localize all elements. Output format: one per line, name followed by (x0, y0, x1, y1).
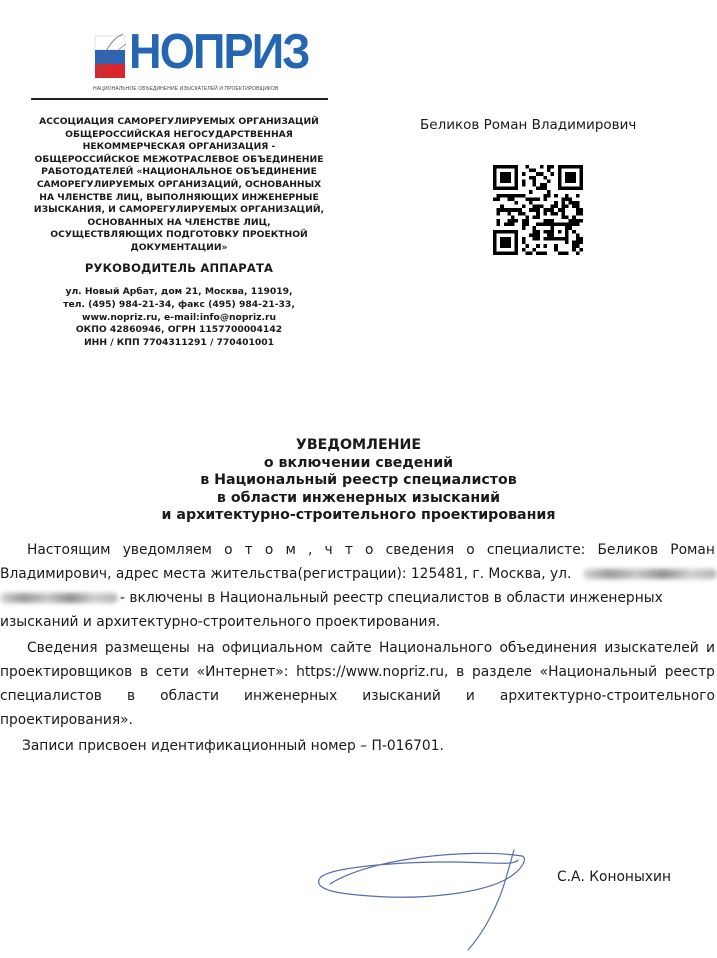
redacted-street (583, 569, 717, 579)
sender-role: РУКОВОДИТЕЛЬ АППАРАТА (84, 261, 274, 275)
word: о (466, 542, 475, 558)
recipient-name: Беликов Роман Владимирович (420, 117, 637, 133)
word: о (224, 542, 233, 558)
org-line: НЕКОММЕРЧЕСКАЯ ОРГАНИЗАЦИЯ - (82, 141, 276, 153)
word: в (139, 664, 149, 680)
paragraph-line (0, 636, 717, 660)
word: изысканий (362, 688, 441, 704)
word: ч (324, 542, 333, 558)
word: Национального (378, 640, 493, 656)
signatory-name: С.А. Кононыхин (557, 869, 671, 885)
word: в (456, 664, 465, 680)
word: на (197, 640, 215, 656)
org-line: НА ЧЛЕНСТВЕ ЛИЦ, ВЫПОЛНЯЮЩИХ ИНЖЕНЕРНЫЕ (39, 191, 319, 203)
word: и (706, 640, 715, 656)
word: Роман (670, 542, 715, 558)
word: т (244, 542, 253, 558)
org-line: САМОРЕГУЛИРУЕМЫХ ОРГАНИЗАЦИЙ, ОСНОВАННЫХ (36, 178, 322, 190)
title-heading: УВЕДОМЛЕНИЕ (295, 437, 422, 453)
paragraph-line: изысканий и архитектурно-строительного проектирования. (0, 614, 441, 630)
contact-phone: тел. (495) 984-21-34, факс (495) 984-21-33, (63, 298, 295, 310)
word: «Национальный (539, 664, 658, 680)
handwritten-signature (300, 838, 540, 954)
contact-okpo-ogrn: ОКПО 42860946, ОГРН 1157700004142 (75, 324, 283, 336)
word: сайте (330, 640, 372, 656)
paragraph-line (0, 538, 717, 562)
word: области (160, 688, 219, 704)
logo-wordmark: НОПРИЗ (129, 25, 309, 79)
address-text: Владимирович, адрес места жительства(регистрации): 125481, г. Москва, ул. (0, 566, 572, 582)
title-line: в Национальный реестр специалистов (200, 472, 517, 488)
word: и (465, 688, 475, 704)
word: в (126, 688, 136, 704)
org-line: ОСУЩЕСТВЛЯЮЩИХ ПОДГОТОВКУ ПРОЕКТНОЙ (50, 229, 308, 241)
word: https://www.nopriz.ru, (296, 664, 449, 680)
word: размещены (104, 640, 190, 656)
word: сети (155, 664, 189, 680)
word: архитектурно-строительного (499, 688, 715, 704)
org-line: ОБЩЕРОССИЙСКОЕ МЕЖОТРАСЛЕВОЕ ОБЪЕДИНЕНИЕ (34, 153, 324, 165)
paragraph-identifier (0, 734, 717, 758)
word: специалисте: (486, 542, 586, 558)
org-line: ДОКУМЕНТАЦИИ» (130, 241, 228, 253)
word: сведения (385, 542, 455, 558)
word: о (264, 542, 274, 558)
paragraph-line (0, 586, 717, 610)
paragraph-line (0, 562, 717, 586)
header-divider (31, 98, 328, 100)
contact-inn-kpp: ИНН / КПП 7704311291 / 770401001 (83, 337, 275, 349)
word: т (344, 542, 353, 558)
paragraph-line (0, 660, 717, 684)
title-line: о включении сведений (263, 454, 454, 471)
russian-flag-emblem-icon (93, 30, 129, 86)
word: , (308, 542, 313, 558)
organization-name (28, 116, 330, 255)
org-line: ОСНОВАННЫХ НА ЧЛЕНСТВЕ ЛИЦ, (87, 216, 271, 228)
org-line: ОБЩЕРОССИЙСКАЯ НЕГОСУДАРСТВЕННАЯ (65, 128, 293, 140)
org-line: РАБОТОДАТЕЛЕЙ «НАЦИОНАЛЬНОЕ ОБЪЕДИНЕНИЕ (41, 166, 317, 178)
word: уведомляем (122, 542, 212, 558)
word: «Интернет»: (196, 664, 289, 680)
word: изыскателей (604, 640, 699, 656)
word: объединения (499, 640, 597, 656)
word: инженерных (243, 688, 338, 704)
paragraph-publication (0, 636, 717, 732)
contact-address: ул. Новый Арбат, дом 21, Москва, 119019, (65, 286, 293, 297)
nopriz-logo (93, 25, 309, 98)
word: Сведения (27, 640, 98, 656)
qr-code-icon (493, 165, 583, 255)
title-line: в области инженерных изысканий (216, 489, 501, 506)
org-line: ИЗЫСКАНИЯ, И САМОРЕГУЛИРУЕМЫХ ОРГАНИЗАЦИЙ, (33, 204, 325, 216)
word: специалистов (0, 688, 102, 704)
word: разделе (472, 664, 532, 680)
paragraph-notification (0, 538, 717, 634)
word: официальном (221, 640, 323, 656)
contact-details (28, 286, 330, 350)
word: Настоящим (27, 542, 111, 558)
word: м (285, 542, 296, 558)
org-line: АССОЦИАЦИЯ САМОРЕГУЛИРУЕМЫХ ОРГАНИЗАЦИЙ (39, 116, 319, 127)
contact-web-email: www.nopriz.ru, e-mail:info@nopriz.ru (81, 311, 277, 323)
word: Беликов (597, 542, 659, 558)
word: проектировщиков (0, 664, 133, 680)
word: о (365, 542, 374, 558)
word: реестр (664, 664, 715, 680)
identifier-text: Записи присвоен идентификационный номер – П-016701. (22, 738, 444, 754)
document-title (0, 437, 717, 525)
inclusion-text: - включены в Национальный реестр специалистов в области инженерных (120, 590, 663, 606)
title-line: и архитектурно-строительного проектирования (161, 507, 556, 523)
paragraph-line (0, 684, 717, 708)
paragraph-line: проектирования». (0, 712, 133, 728)
redacted-address (0, 593, 118, 603)
logo-subtitle: НАЦИОНАЛЬНОЕ ОБЪЕДИНЕНИЕ ИЗЫСКАТЕЛЕЙ И ПРОЕКТИРОВЩИКОВ (93, 86, 279, 92)
